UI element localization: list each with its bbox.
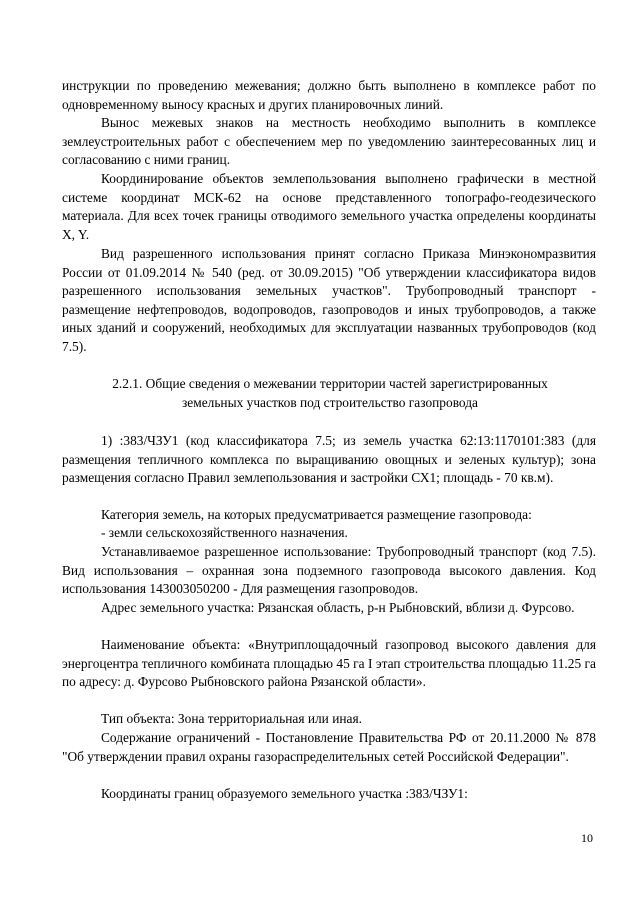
paragraph-coordinates: Координирование объектов землепользования выполнено графически в местной системе координат МСК-62 на основе представленного топографо-геодезического материала. Для всех точек границы отводимого земельного участка определены координаты X, Y. [62, 171, 596, 242]
item-established-use: Устанавливаемое разрешенное использование: Трубопроводный транспорт (код 7.5). Вид использования – охранная зона подземного газопровода высокого давления. Код использования 143003050200 - Для размещения газопроводов. [62, 544, 596, 597]
section-heading-line2: земельных участков под строительство газопровода [181, 394, 478, 410]
item-land-category: Категория земель, на которых предусматривается размещение газопровода: [101, 507, 532, 522]
item-object-name: Наименование объекта: «Внутриплощадочный газопровод высокого давления для энергоцентра тепличного комбината площадью 45 га I этап строительства площадью 11.25 га по адресу: д. Фурсово Рыбновского района Рязанской области». [62, 637, 596, 690]
section-heading-line1: 2.2.1. Общие сведения о межевании территории частей зарегистрированных [112, 376, 548, 391]
paragraph-permitted-use: Вид разрешенного использования принят согласно Приказа Минэкономразвития России от 01.09.2014 № 540 (ред. от 30.09.2015) "Об утверждении классификатора видов разрешенного использования земельных участков". Трубопроводный транспорт - размещение нефтепроводов, водопроводов, газопроводов и иных трубопроводов, а также иных зданий и сооружений, необходимых для эксплуатации названных трубопроводов (код 7.5). [62, 246, 596, 354]
item-agricultural-land: - земли сельскохозяйственного назначения. [101, 525, 348, 540]
item-plot-383: 1) :383/ЧЗУ1 (код классификатора 7.5; из земель участка 62:13:1170101:383 (для размещения тепличного комплекса по выращиванию овощных и зеленых культур); зона размещения согласно Правил землепользования и застройки СХ1; площадь - 70 кв.м). [62, 433, 596, 486]
item-restrictions: Содержание ограничений - Постановление Правительства РФ от 20.11.2000 № 878 "Об утверждении правил охраны газораспределительных сетей Российской Федерации". [62, 730, 596, 764]
paragraph-boundary-markers: Вынос межевых знаков на местность необходимо выполнить в комплексе землеустроительных работ с обеспечением мер по уведомлению заинтересованных лиц и согласованию с ними границ. [62, 115, 596, 168]
section-heading [70, 375, 590, 412]
paragraph-instructions: инструкции по проведению межевания; должно быть выполнено в комплексе работ по одновременному выносу красных и других планировочных линий. [62, 78, 596, 112]
item-coordinates-heading: Координаты границ образуемого земельного участка :383/ЧЗУ1: [101, 786, 468, 801]
item-object-type: Тип объекта: Зона территориальная или иная. [101, 711, 362, 726]
page-number: 10 [581, 831, 593, 845]
item-address: Адрес земельного участка: Рязанская область, р-н Рыбновский, вблизи д. Фурсово. [101, 600, 575, 615]
